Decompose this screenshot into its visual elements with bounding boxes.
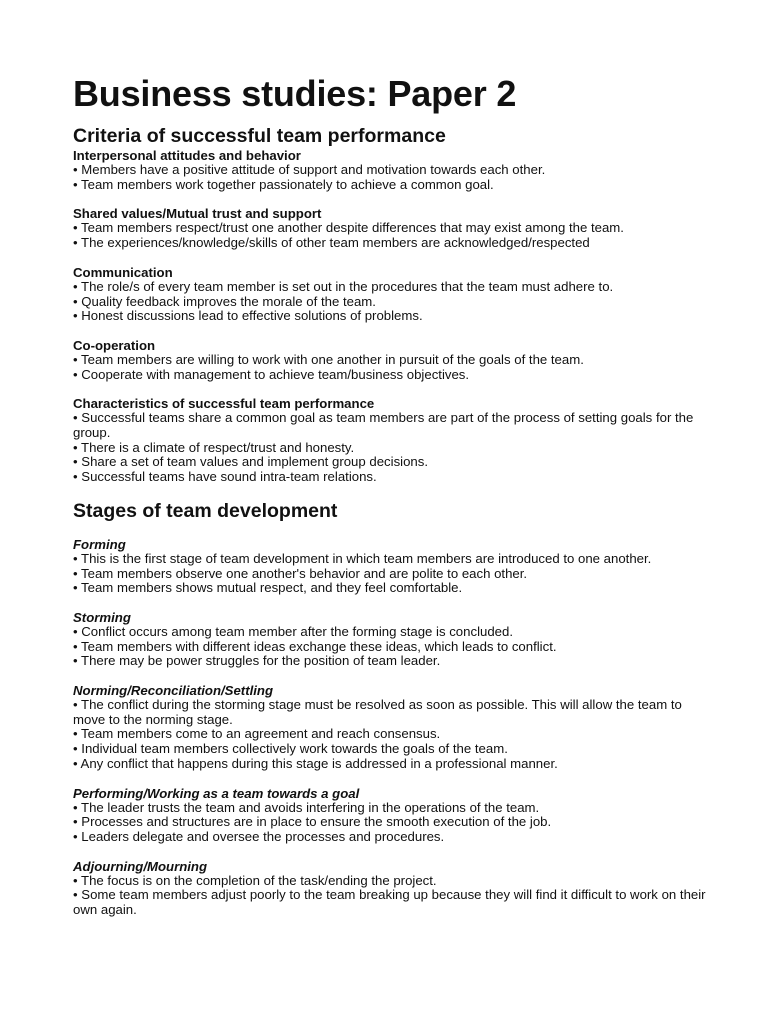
subheading-characteristics: Characteristics of successful team performance — [73, 396, 375, 412]
bullet-item: • The leader trusts the team and avoids interfering in the operations of the team. — [73, 799, 540, 815]
section-stages — [73, 537, 713, 918]
bullet-list — [73, 221, 713, 250]
bullet-item: • The conflict during the storming stage must be resolved as soon as possible. This will allow the team to move to the norming stage. — [73, 697, 682, 727]
bullet-item: • Members have a positive attitude of support and motivation towards each other. — [73, 162, 546, 177]
bullet-list — [73, 353, 713, 382]
bullet-item: • Leaders delegate and oversee the processes and procedures. — [73, 828, 445, 844]
bullet-item: • Conflict occurs among team member after the forming stage is concluded. — [73, 623, 514, 639]
subheading-forming: Forming — [73, 536, 126, 552]
subheading-storming: Storming — [73, 609, 131, 625]
bullet-item: • Processes and structures are in place to ensure the smooth execution of the job. — [73, 814, 552, 830]
block-shared-values — [73, 206, 713, 250]
block-forming — [73, 537, 713, 596]
document-title: Business studies: Paper 2 — [73, 73, 517, 114]
bullet-item: • Team members respect/trust one another despite differences that may exist among the team. — [73, 220, 624, 236]
bullet-item: • Successful teams have sound intra-team relations. — [73, 469, 377, 485]
block-storming — [73, 610, 713, 669]
block-interpersonal — [73, 148, 713, 192]
bullet-item: • This is the first stage of team development in which team members are introduced to one another. — [73, 550, 652, 566]
bullet-item: • Team members come to an agreement and reach consensus. — [73, 726, 441, 742]
bullet-item: • The experiences/knowledge/skills of other team members are acknowledged/respected — [73, 235, 590, 251]
subheading-norming: Norming/Reconciliation/Settling — [73, 683, 274, 699]
bullet-list — [73, 280, 713, 324]
block-cooperation — [73, 338, 713, 382]
bullet-item: • Successful teams share a common goal as team members are part of the process of setting goals for the group. — [73, 410, 694, 441]
bullet-item: • The focus is on the completion of the task/ending the project. — [73, 872, 437, 888]
bullet-item: • Team members observe one another's behavior and are polite to each other. — [73, 565, 528, 581]
bullet-item: • Honest discussions lead to effective solutions of problems. — [73, 308, 423, 324]
bullet-item: • Quality feedback improves the morale of the team. — [73, 293, 376, 309]
subheading-adjourning: Adjourning/Mourning — [73, 858, 208, 874]
bullet-item: • Cooperate with management to achieve team/business objectives. — [73, 366, 470, 382]
block-performing — [73, 786, 713, 845]
bullet-item: • Share a set of team values and implement group decisions. — [73, 454, 429, 470]
section-criteria — [73, 148, 713, 485]
bullet-item: • Any conflict that happens during this stage is addressed in a professional manner. — [73, 755, 558, 771]
bullet-item: • Some team members adjust poorly to the team breaking up because they will find it difficult to work on their own again. — [73, 887, 706, 918]
subheading-performing: Performing/Working as a team towards a goal — [73, 785, 360, 801]
bullet-list — [73, 801, 713, 845]
document-page — [73, 72, 713, 918]
subheading-cooperation: Co-operation — [73, 337, 156, 353]
bullet-item: • The role/s of every team member is set out in the procedures that the team must adhere to. — [73, 278, 614, 294]
subheading-interpersonal: Interpersonal attitudes and behavior — [73, 148, 301, 163]
bullet-item: • Team members work together passionately to achieve a common goal. — [73, 176, 494, 192]
bullet-item: • Team members are willing to work with one another in pursuit of the goals of the team. — [73, 351, 584, 367]
bullet-item: • There may be power struggles for the position of team leader. — [73, 653, 441, 669]
bullet-list — [73, 698, 713, 772]
section-heading-criteria: Criteria of successful team performance — [73, 125, 446, 147]
section-heading-stages: Stages of team development — [73, 499, 338, 522]
block-characteristics — [73, 396, 713, 485]
block-communication — [73, 265, 713, 324]
bullet-list — [73, 163, 713, 192]
bullet-item: • Individual team members collectively work towards the goals of the team. — [73, 741, 508, 757]
block-adjourning — [73, 859, 713, 918]
bullet-item: • Team members with different ideas exchange these ideas, which leads to conflict. — [73, 638, 557, 654]
subheading-communication: Communication — [73, 264, 173, 280]
bullet-list — [73, 874, 713, 918]
bullet-list — [73, 552, 713, 596]
subheading-shared-values: Shared values/Mutual trust and support — [73, 206, 322, 222]
bullet-item: • There is a climate of respect/trust and honesty. — [73, 439, 355, 455]
bullet-list — [73, 625, 713, 669]
bullet-list — [73, 411, 713, 485]
block-norming — [73, 683, 713, 772]
bullet-item: • Team members shows mutual respect, and they feel comfortable. — [73, 580, 463, 596]
